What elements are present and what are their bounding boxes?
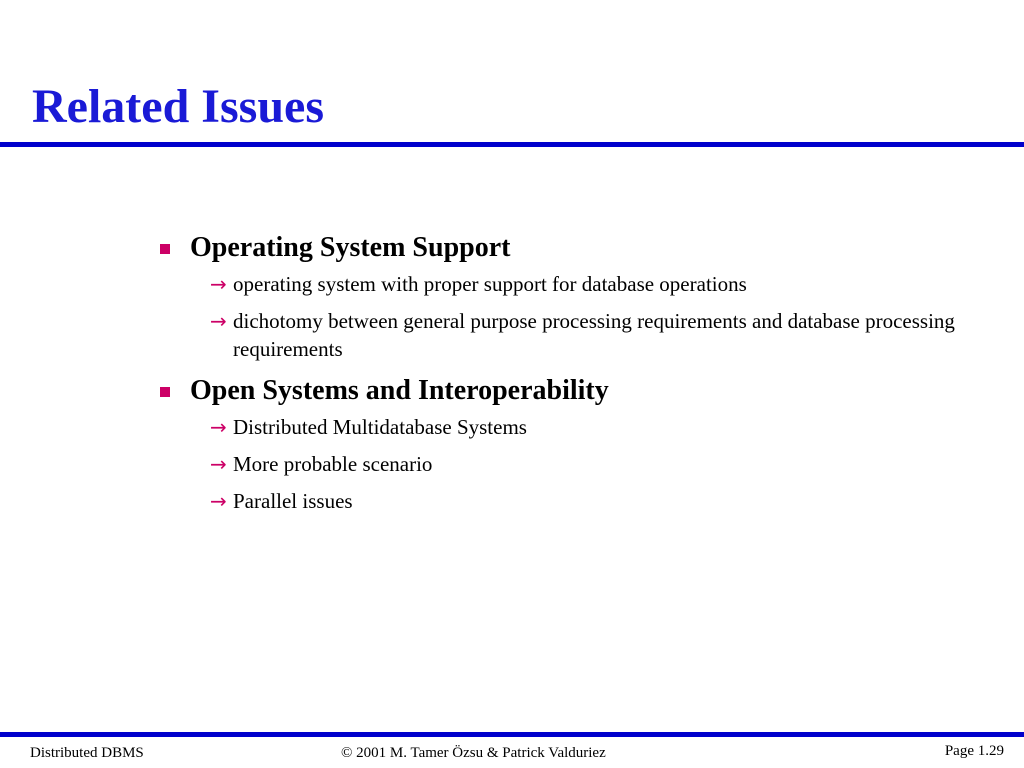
bullet-item [158,230,998,266]
arrow-right-icon: → [210,272,227,296]
sub-item-text: More probable scenario [233,452,433,476]
square-bullet-icon [160,244,170,254]
sub-item [210,487,998,515]
sub-item [210,450,998,478]
slide-title: Related Issues [32,80,325,133]
bullet-label: Open Systems and Interoperability [190,375,609,406]
arrow-right-icon: → [210,452,227,476]
bullet-label: Operating System Support [190,232,511,263]
sub-item-text: operating system with proper support for database operations [233,272,747,296]
arrow-right-icon: → [210,489,227,513]
sub-list [158,413,998,515]
arrow-right-icon: → [210,309,227,333]
title-divider [0,142,1024,147]
footer-page-number: Page 1.29 [944,743,1004,759]
sub-item [210,270,998,298]
sub-list [158,270,998,363]
slide-content [158,230,998,525]
arrow-right-icon: → [210,415,227,439]
bullet-item [158,373,998,409]
sub-item-text: Distributed Multidatabase Systems [233,415,527,439]
footer-divider [0,732,1024,737]
bullet-group [158,373,998,515]
bullet-group [158,230,998,363]
square-bullet-icon [160,387,170,397]
footer-copyright: © 2001 M. Tamer Özsu & Patrick Valduriez [341,745,606,761]
sub-item-text: Parallel issues [233,489,353,513]
sub-item-text: dichotomy between general purpose processing requirements and database processing requirements [233,309,955,361]
sub-item [210,413,998,441]
footer-course-title: Distributed DBMS [30,745,144,761]
sub-item [210,307,998,363]
